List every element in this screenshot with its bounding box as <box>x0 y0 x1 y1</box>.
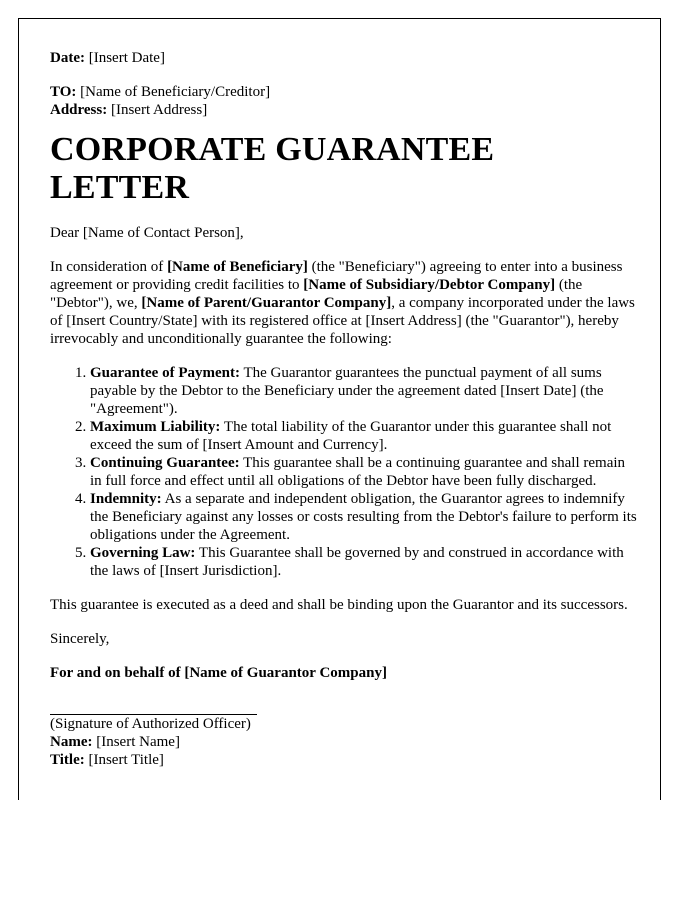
recipient-block <box>50 83 640 119</box>
title-value: [Insert Title] <box>88 752 164 768</box>
clause-heading: Maximum Liability: <box>90 419 221 435</box>
name-value: [Insert Name] <box>96 734 180 750</box>
name-label: Name: <box>50 734 93 750</box>
intro-text-1: In consideration of <box>50 259 168 275</box>
clause-list <box>50 364 640 580</box>
clause-heading: Indemnity: <box>90 491 162 507</box>
intro-text-4: , a company incorporated under the laws of [Insert Country/State] with its registered office at [Insert Address] (the "Guarantor"), hereby irrevocably and unconditionally guarantee the following: <box>50 295 635 347</box>
clause-item <box>90 544 640 580</box>
title-label: Title: <box>50 752 85 768</box>
on-behalf-line: For and on behalf of [Name of Guarantor Company] <box>50 665 387 681</box>
title-line <box>50 751 640 769</box>
clause-text: As a separate and independent obligation, the Guarantor agrees to indemnify the Beneficiary against any losses or costs resulting from the Debtor's failure to perform its obligations under the Agreement. <box>90 491 637 543</box>
date-label: Date: <box>50 50 85 66</box>
clause-item <box>90 490 640 544</box>
name-line <box>50 733 640 751</box>
address-value: [Insert Address] <box>110 102 208 118</box>
clause-text: The Guarantor guarantees the punctual payment of all sums payable by the Debtor to the Beneficiary under the agreement dated [Insert Date] (the "Agreement"). <box>90 365 604 417</box>
closing: Sincerely, <box>50 631 110 647</box>
clause-heading: Continuing Guarantee: <box>90 455 240 471</box>
clause-item <box>90 364 640 418</box>
signature-block <box>50 715 640 769</box>
to-label: TO: <box>50 84 77 100</box>
to-line <box>50 83 640 101</box>
signature-caption: (Signature of Authorized Officer) <box>50 716 251 732</box>
clause-item <box>90 454 640 490</box>
beneficiary-name: [Name of Beneficiary] <box>167 259 308 275</box>
date-line <box>50 49 640 67</box>
intro-text-3: (the "Debtor"), we, <box>50 277 583 311</box>
clause-heading: Guarantee of Payment: <box>90 365 240 381</box>
guarantor-company-name: [Name of Parent/Guarantor Company] <box>141 295 392 311</box>
date-value: [Insert Date] <box>88 50 165 66</box>
intro-text-2: (the "Beneficiary") agreeing to enter into a business agreement or providing credit facilities to <box>50 259 623 293</box>
address-line <box>50 101 640 119</box>
clause-text: This Guarantee shall be governed by and construed in accordance with the laws of [Insert Jurisdiction]. <box>90 545 624 579</box>
intro-paragraph <box>50 258 640 348</box>
letter-page <box>18 18 661 800</box>
clause-text: This guarantee shall be a continuing guarantee and shall remain in full force and effect until all obligations of the Debtor have been fully discharged. <box>90 455 626 489</box>
address-label: Address: <box>50 102 108 118</box>
deed-statement: This guarantee is executed as a deed and shall be binding upon the Guarantor and its successors. <box>50 597 628 613</box>
letter-title: CORPORATE GUARANTEE LETTER <box>50 131 495 206</box>
debtor-company-name: [Name of Subsidiary/Debtor Company] <box>303 277 556 293</box>
letter-content <box>50 49 640 769</box>
salutation: Dear [Name of Contact Person], <box>50 225 244 241</box>
to-value: [Name of Beneficiary/Creditor] <box>80 84 271 100</box>
clause-text: The total liability of the Guarantor under this guarantee shall not exceed the sum of [Insert Amount and Currency]. <box>90 419 612 453</box>
clause-item <box>90 418 640 454</box>
clause-heading: Governing Law: <box>90 545 196 561</box>
